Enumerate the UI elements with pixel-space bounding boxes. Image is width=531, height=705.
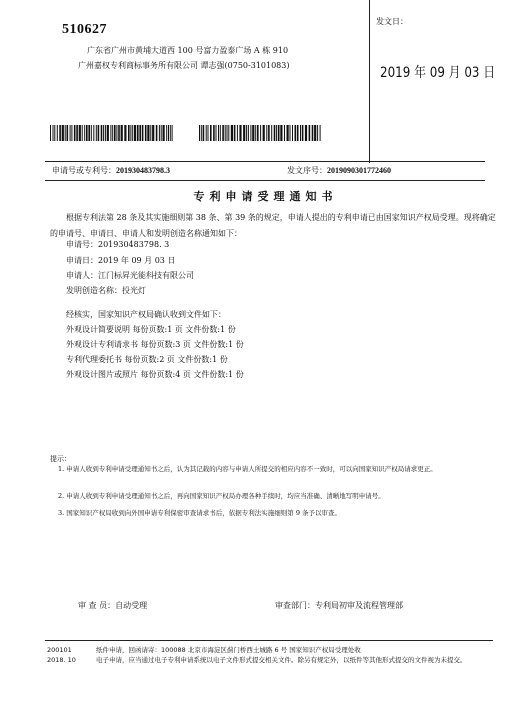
electronic-application-note: 电子申请，应当通过电子专利申请系统以电子文件形式提交相关文件。除另有规定外，以纸件等其他形式提交的文件视为未提交。 (96, 656, 467, 664)
examining-department: 审查部门：专利局初审及流程管理部 (275, 601, 403, 610)
filing-date-label: 发文日： (376, 17, 408, 26)
field-invention-name: 发明创造名称：投光灯 (66, 286, 146, 295)
agency-name-contact: 广州嘉权专利商标事务所有限公司 谭志强(0750-3101083) (78, 61, 290, 70)
rule-top (45, 161, 485, 162)
agency-address: 广东省广州市黄埔大道西 100 号富力盈泰广场 A 栋 910 (87, 46, 289, 55)
rule-bottom (45, 180, 485, 181)
form-code: 200101 (47, 646, 72, 654)
application-number-value: 201930483798.3 (116, 166, 170, 175)
send-number-label: 发文序号： (287, 166, 327, 175)
filing-date-value: 2019 年 09 月 03 日 (380, 65, 496, 81)
document-item: 外观设计专利请求书 每份页数:3 页 文件份数:1 份 (66, 340, 244, 349)
application-number (52, 165, 170, 176)
send-number-value: 2019090301772460 (327, 166, 391, 175)
postcode: 510627 (62, 22, 107, 37)
field-application-number: 申请号：201930483798. 3 (66, 240, 170, 249)
notes-heading: 提示： (50, 455, 71, 463)
barcode-2 (199, 125, 322, 141)
barcode-1 (50, 125, 173, 141)
footer-rule (45, 640, 493, 641)
intro-paragraph: 根据专利法第 28 条及其实施细则第 38 条、第 39 条的规定，申请人提出的专利申请已由国家知识产权局受理。现将确定的申请号、申请日、申请人和发明创造名称通知如下： (50, 213, 496, 238)
verify-intro: 经核实，国家知识产权局确认收到文件如下： (66, 310, 226, 319)
note-item: 2. 申请人收到专利申请受理通知书之后，再向国家知识产权局办理各种手续时，均应当准确、清晰地写明申请号。 (58, 492, 385, 500)
document-item: 外观设计简要说明 每份页数:1 页 文件份数:1 份 (66, 325, 236, 334)
examiner: 审 查 员：自动受理 (78, 601, 148, 610)
note-item: 3. 国家知识产权局收到向外国申请专利保密审查请求书后，依据专利法实施细则第 9 条予以审查。 (58, 509, 342, 517)
header-divider (369, 0, 370, 163)
application-number-label: 申请号或专利号： (52, 166, 116, 175)
paper-application-note: 纸件申请，回函请寄：100088 北京市海淀区蓟门桥西土城路 6 号 国家知识产权局受理处收 (96, 646, 361, 654)
send-number (287, 165, 391, 176)
document-title: 专利申请受理通知书 (193, 190, 338, 203)
form-version: 2018. 10 (47, 656, 76, 664)
field-application-date: 申请日：2019 年 09 月 03 日 (66, 256, 176, 265)
field-applicant: 申请人：江门标昇光能科技有限公司 (66, 271, 194, 280)
document-item: 专利代理委托书 每份页数:2 页 文件份数:1 份 (66, 355, 228, 364)
note-item: 1. 申请人收到专利申请受理通知书之后，认为其记载的内容与申请人所提交的相应内容不一致时，可以向国家知识产权局请求更正。 (58, 465, 437, 473)
document-item: 外观设计图片或照片 每份页数:4 页 文件份数:1 份 (66, 370, 244, 379)
